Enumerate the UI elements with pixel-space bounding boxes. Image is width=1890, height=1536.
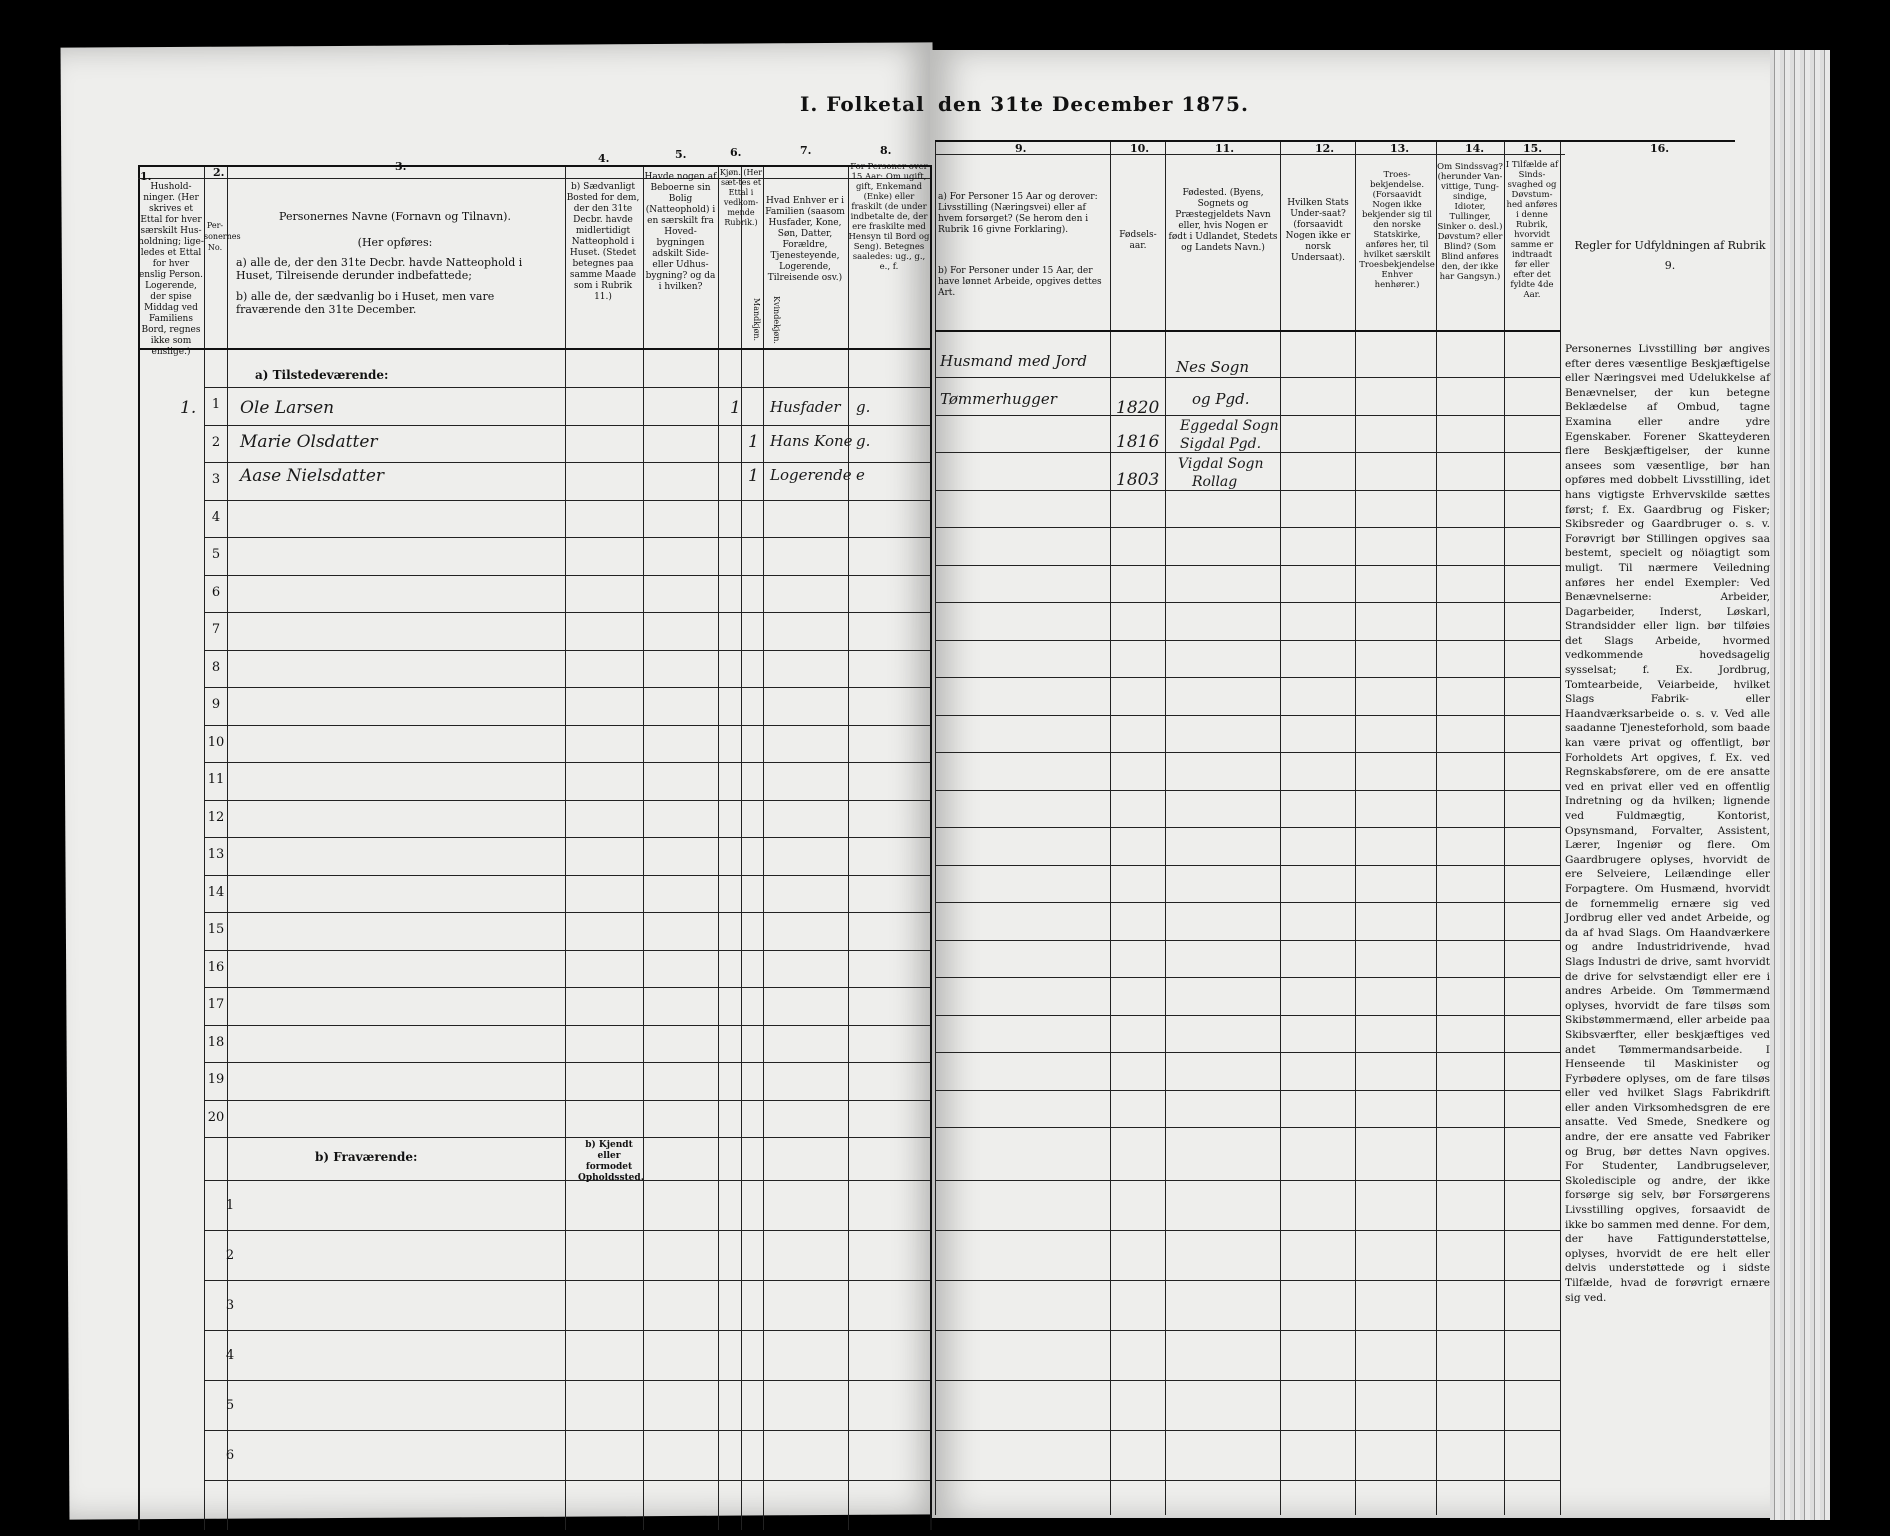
entry1-occupation-2: Tømmerhugger [940, 390, 1057, 408]
absent-row-number: 1 [225, 1198, 235, 1213]
row-number: 13 [207, 847, 225, 862]
entry3-year: 1803 [1116, 470, 1160, 490]
grid-row-line-absent-left [204, 1380, 930, 1381]
col-number-11: 11. [1215, 142, 1235, 155]
col-number-2: 2. [213, 166, 225, 179]
grid-row-line-left [204, 912, 930, 913]
grid-row-line-left [204, 1137, 930, 1138]
header-col9-b: b) For Personer under 15 Aar, der have lønnet Arbeide, opgives dettes Art. [938, 266, 1102, 298]
grid-row-line-right [935, 977, 1560, 978]
header-col3-title: Personernes Navne (Fornavn og Tilnavn). [279, 210, 511, 223]
grid-row-line-right [935, 752, 1560, 753]
header-col16: Regler for Udfyldningen af Rubrik 9. [1574, 239, 1766, 272]
section-present: a) Tilstedeværende: [255, 368, 389, 382]
header-col6-female: Kvindekjøn. [772, 296, 781, 344]
grid-row-line-absent-right [935, 1180, 1560, 1181]
entry1-occupation-1: Husmand med Jord [940, 352, 1087, 370]
grid-row-line-absent-right [935, 1230, 1560, 1231]
grid-row-line-right [935, 1127, 1560, 1128]
grid-row-line-right [935, 865, 1560, 866]
grid-row-line-right [935, 452, 1560, 453]
col-number-1: 1. [140, 170, 152, 183]
entry1-birthplace-2: og Pgd. [1192, 390, 1250, 408]
col-number-16: 16. [1650, 142, 1670, 155]
header-col8: For Personer over 15 Aar: Om ugift, gift, Enkemand (Enke) eller fraskilt (de under indbetalte de, der ere fraskilte med Hensyn til Bord og Seng). Betegnes saaledes: ug., g., e., f. [848, 162, 930, 272]
col-number-12: 12. [1315, 142, 1335, 155]
entry1-birthplace-1: Nes Sogn [1176, 358, 1250, 376]
grid-row-line-right [935, 640, 1560, 641]
row-number: 19 [207, 1072, 225, 1087]
entry1-name: Ole Larsen [240, 398, 335, 418]
grid-row-line-right [935, 715, 1560, 716]
grid-row-line-left [204, 1062, 930, 1063]
row-number: 2 [211, 435, 221, 450]
grid-header-bottom-right [935, 330, 1560, 332]
grid-row-line-absent-left [204, 1180, 930, 1181]
entry1-household: 1. [180, 398, 197, 418]
grid-vline-left [138, 165, 140, 1530]
row-number: 9 [211, 697, 221, 712]
header-col12: Hvilken Stats Under-saat? (forsaavidt Nogen ikke er norsk Undersaat). [1285, 198, 1351, 263]
row-number: 12 [207, 810, 225, 825]
entry3-status: e [856, 466, 865, 484]
header-col3-b: b) alle de, der sædvanlig bo i Huset, men vare fraværende den 31te December. [236, 290, 495, 316]
grid-vline-left [643, 165, 644, 1530]
title-right: den 31te December 1875. [938, 92, 1249, 116]
entry2-birthplace-1: Eggedal Sogn [1180, 418, 1279, 434]
row-number: 17 [207, 997, 225, 1012]
grid-row-line-left [204, 725, 930, 726]
row-number: 20 [207, 1110, 225, 1125]
grid-row-line-left [204, 500, 930, 501]
absent-row-number: 5 [225, 1398, 235, 1413]
grid-row-line-right [935, 902, 1560, 903]
grid-row-line-absent-left [204, 1330, 930, 1331]
entry2-sex-mark: 1 [748, 432, 759, 452]
grid-row-line-absent-left [204, 1480, 930, 1481]
title-left: I. Folketal [800, 92, 925, 116]
header-col13: Troes-bekjendelse. (Forsaavidt Nogen ikke bekjender sig til den norske Statskirke, anføres her, til hvilket særskilt Troesbekjendelse Enhver henhører.) [1359, 170, 1435, 290]
grid-colnum-left [138, 178, 930, 179]
row-number: 14 [207, 885, 225, 900]
grid-row-line-left [204, 800, 930, 801]
entry3-name: Aase Nielsdatter [240, 466, 385, 486]
grid-row-line-right [935, 565, 1560, 566]
grid-row-line-right [935, 1015, 1560, 1016]
section-absent: b) Fraværende: [315, 1150, 418, 1164]
grid-row-line-right [935, 940, 1560, 941]
row-number: 3 [211, 472, 221, 487]
header-col1: Hushold-ninger. (Her skrives et Ettal for hver særskilt Hus-holdning; lige-ledes et Ettal for hver enslig Person. Logerende, der spise Middag ved Familiens Bord, regnes ikke som enslige.) [138, 182, 204, 357]
header-col3-a: a) alle de, der den 31te Decbr. havde Natteophold i Huset, Tilreisende derunder indbefattede; [236, 256, 523, 282]
grid-row-line-absent-right [935, 1480, 1560, 1481]
page-edges [1770, 50, 1830, 1520]
entry2-name: Marie Olsdatter [240, 432, 378, 452]
header-col14: Om Sindssvag? (herunder Van-vittige, Tung-sindige, Idioter, Tullinger, Sinker o. desl.) Døvstum? eller Blind? (Som Blind anføres den, der ikke har Gangsyn.) [1437, 162, 1503, 282]
entry1-status: g. [856, 398, 871, 416]
entry1-year: 1820 [1116, 398, 1160, 418]
grid-row-line-left [204, 837, 930, 838]
grid-row-line-left [204, 650, 930, 651]
absent-row-number: 3 [225, 1298, 235, 1313]
grid-vline-left [227, 165, 228, 1530]
col-number-5: 5. [675, 148, 687, 161]
entry2-birthplace-2: Sigdal Pgd. [1180, 436, 1262, 452]
col-number-4: 4. [598, 152, 610, 165]
absent-row-number: 6 [225, 1448, 235, 1463]
entry3-sex-mark: 1 [748, 466, 759, 486]
grid-row-line-right [935, 1090, 1560, 1091]
grid-row-line-left [204, 950, 930, 951]
grid-header-bottom-left [138, 348, 930, 350]
grid-row-line-left [204, 575, 930, 576]
col-number-8: 8. [880, 144, 892, 157]
header-col9-a: a) For Personer 15 Aar og derover: Livsstilling (Næringsvei) eller af hvem forsørget? (Se herom den i Rubrik 16 givne Forklaring). [938, 192, 1098, 235]
grid-row-line-left [204, 425, 930, 426]
entry1-sex-mark: 1 [730, 398, 741, 418]
absent-row-number: 4 [225, 1348, 235, 1363]
header-col10: Fødsels-aar. [1119, 230, 1157, 251]
grid-row-line-absent-right [935, 1380, 1560, 1381]
grid-row-line-right [935, 827, 1560, 828]
grid-row-line-absent-right [935, 1330, 1560, 1331]
grid-vline-left [741, 165, 742, 1530]
col-number-10: 10. [1130, 142, 1150, 155]
row-number: 11 [207, 772, 225, 787]
row-number: 1 [211, 397, 221, 412]
section-col4-absent: b) Kjendt eller formodet Opholdssted. [578, 1140, 644, 1183]
header-col3-sub: (Her opføres: [357, 236, 433, 249]
grid-row-line-left [204, 687, 930, 688]
col-number-13: 13. [1390, 142, 1410, 155]
grid-top-right [935, 140, 1735, 142]
entry2-status: g. [856, 432, 871, 450]
entry1-role: Husfader [770, 398, 841, 416]
grid-row-line-left [204, 462, 930, 463]
row-number: 18 [207, 1035, 225, 1050]
grid-row-line-left [204, 537, 930, 538]
grid-row-line-left [204, 1025, 930, 1026]
header-col5: Havde nogen af Beboerne sin Bolig (Natteophold) i en særskilt fra Hoved-bygningen adskilt Side-eller Udhus-bygning? og da i hvilken? [644, 172, 717, 292]
grid-row-line-left [204, 875, 930, 876]
grid-row-line-absent-left [204, 1430, 930, 1431]
grid-vline-left [930, 165, 932, 1530]
header-col11: Fødested. (Byens, Sognets og Præstegjeldets Navn eller, hvis Nogen er født i Udlandet, Stedets og Landets Navn.) [1168, 188, 1278, 253]
grid-row-line-right [935, 602, 1560, 603]
row-number: 16 [207, 960, 225, 975]
grid-row-line-absent-left [204, 1230, 930, 1231]
header-col4: b) Sædvanligt Bosted for dem, der den 31te Decbr. havde midlertidigt Natteophold i Huset. (Stedet betegnes paa samme Maade som i Rubrik 11.) [566, 182, 640, 302]
row-number: 4 [211, 510, 221, 525]
grid-row-line-right [935, 527, 1560, 528]
col-number-7: 7. [800, 144, 812, 157]
entry3-role: Logerende [770, 466, 852, 484]
grid-row-line-left [204, 762, 930, 763]
col-number-14: 14. [1465, 142, 1485, 155]
row-number: 15 [207, 922, 225, 937]
grid-top-left [138, 165, 930, 167]
grid-row-line-right [935, 677, 1560, 678]
entry2-year: 1816 [1116, 432, 1160, 452]
header-col7: Hvad Enhver er i Familien (saasom Husfader, Kone, Søn, Datter, Forældre, Tjenesteyende, Logerende, Tilreisende osv.) [765, 196, 845, 283]
row-number: 7 [211, 622, 221, 637]
row-number: 6 [211, 585, 221, 600]
header-col6-male: Mandkjøn. [752, 298, 761, 342]
col-number-15: 15. [1523, 142, 1543, 155]
entry3-birthplace-2: Rollag [1192, 474, 1238, 490]
grid-row-line-left [204, 1100, 930, 1101]
grid-row-line-left [204, 612, 930, 613]
grid-vline-left [718, 165, 719, 1530]
header-col2: Per-sonernes No. [204, 221, 241, 252]
header-col6: Kjøn. (Her sæt-tes et Ettal i vedkom-mende Rubrik.) [719, 168, 763, 227]
grid-row-line-right [935, 790, 1560, 791]
entry2-role: Hans Kone [770, 432, 853, 450]
col-number-9: 9. [1015, 142, 1027, 155]
grid-row-line-absent-left [204, 1280, 930, 1281]
instructions-text: Personernes Livsstilling bør angives efter deres væsentlige Beskjæftigelse eller Næringsvei med Udelukkelse af Benævnelser, der kun betegne Beklædelse af Ombud, tagne Examina eller andre ydre Egenskaber. Forener Skatteyderen flere Beskjæftigelser, der kunne ansees som væsentlige, bør han opføres med dobbelt Livsstilling, idet hans vigtigste Erhvervskilde sættes først; f. Ex. Gaardbrug og Fisker; Skibsreder og Gaardbruger o. s. v. Forøvrigt bør Stillingen opgives saa bestemt, specielt og nöiagtigt som muligt. Til nærmere Veiledning anføres her endel Exempler: Ved Benævnelserne: Arbeider, Dagarbeider, Inderst, Løskarl, Strandsidder eller lign. bør tilføies det Slags Arbeide, hvormed vedkommende hovedsagelig sysselsat; f. Ex. Jordbrug, Tomtearbeide, Veiarbeide, hvilket Slags Fabrik- eller Haandværksarbeide o. s. v. Ved alle saadanne Tjenesteforhold, som baade kan være privat og offentligt, bør Forholdets Art opgives, f. Ex. ved Regnskabsførere, om de ere ansatte ved en privat eller ved en offentlig Indretning og da hvilken; lignende ved Fuldmægtig, Kontorist, Opsynsmand, Forvalter, Assistent, Lærer, Ingeniør og flere. Om Gaardbrugere oplyses, hvorvidt de ere Selveiere, Leilændinge eller Forpagtere. Om Husmænd, hvorvidt de fornemmelig ernære sig ved Jordbrug eller ved andet Arbeide, og da af hvad Slags. Om Haandværkere og andre Industridrivende, hvad Slags Industri de drive, samt hvorvidt de drive for selvstændigt eller ere i andres Arbeide. Om Tømmermænd oplyses, hvorvidt de fare tilsøs som Skibstømmermænd, eller arbeide paa Skibsværfter, eller beskjæftiges ved andet Tømmermandsarbeide. I Henseende til Maskinister og Fyrbødere oplyses, om de fare tilsøs eller ved hvilket Slags Fabrikdrift eller anden Virksomhedsgren de ere ansatte. Ved Smede, Snedkere og andre, der ere ansatte ved Fabriker og Brug, bør dettes Navn opgives. For Studenter, Landbrugselever, Skoledisciple og andre, der ikke forsørge sig selv, bør Forsørgerens Livsstilling opgives, forsaavidt de ikke bo sammen med denne. For dem, der have Fattigunderstøttelse, oplyses, hvorvidt de ere helt eller delvis understøttede og i sidste Tilfælde, hvad de forøvrigt ernære sig ved. [1565, 343, 1770, 1304]
grid-row-line-right [935, 415, 1560, 416]
entry3-birthplace-1: Vigdal Sogn [1178, 456, 1264, 472]
row-number: 10 [207, 735, 225, 750]
grid-row-line-left [204, 387, 930, 388]
grid-row-line-left [204, 987, 930, 988]
grid-vline-left [848, 165, 849, 1530]
grid-row-line-right [935, 490, 1560, 491]
col-number-3: 3. [395, 160, 407, 173]
grid-vline-left [565, 165, 566, 1530]
header-col15: I Tilfælde af Sinds-svaghed og Døvstum-hed anføres i denne Rubrik, hvorvidt samme er indtraadt før eller efter det fyldte 4de Aar. [1505, 160, 1559, 300]
grid-row-line-absent-right [935, 1280, 1560, 1281]
grid-vline-right [1560, 140, 1561, 1515]
row-number: 5 [211, 547, 221, 562]
grid-row-line-absent-right [935, 1430, 1560, 1431]
grid-vline-left [763, 165, 764, 1530]
grid-row-line-right [935, 377, 1560, 378]
col-number-6: 6. [730, 146, 742, 159]
absent-row-number: 2 [225, 1248, 235, 1263]
row-number: 8 [211, 660, 221, 675]
grid-row-line-right [935, 1052, 1560, 1053]
